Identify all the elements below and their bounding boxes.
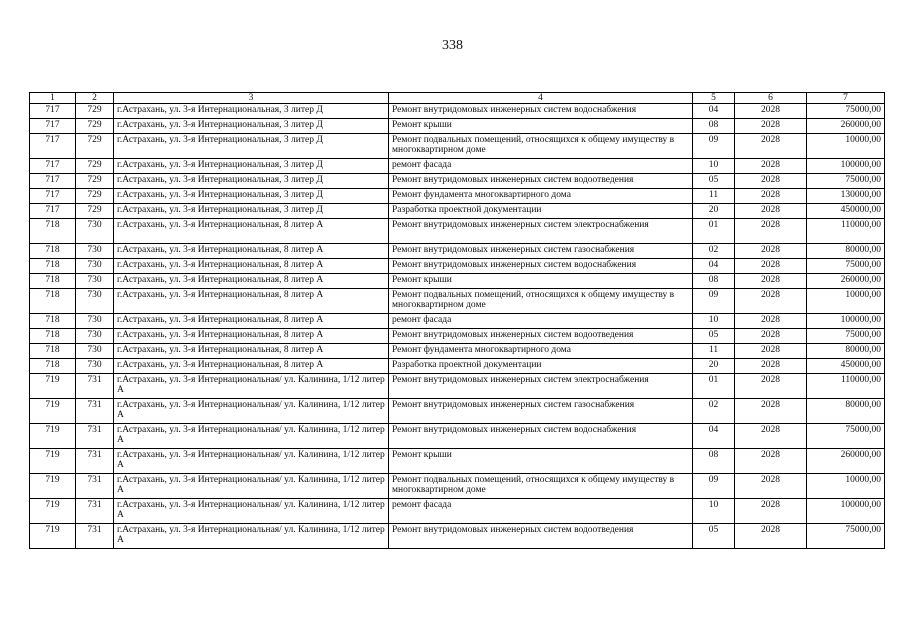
table-row	[30, 424, 885, 449]
address-cell: г.Астрахань, ул. 3-я Интернациональная/ ул. Калинина, 1/12 литер А	[114, 474, 389, 499]
object-number-cell: 731	[76, 474, 114, 499]
table-row	[30, 499, 885, 524]
address-cell: г.Астрахань, ул. 3-я Интернациональная, 8 литер А	[114, 314, 389, 329]
object-number-cell: 729	[76, 204, 114, 219]
work-code-cell: 04	[693, 424, 735, 449]
address-cell: г.Астрахань, ул. 3-я Интернациональная, 3 литер Д	[114, 134, 389, 159]
work-code-cell: 08	[693, 449, 735, 474]
table-row	[30, 174, 885, 189]
work-code-cell: 01	[693, 374, 735, 399]
address-cell: г.Астрахань, ул. 3-я Интернациональная, 8 литер А	[114, 289, 389, 314]
row-index-cell: 717	[30, 134, 76, 159]
object-number-cell: 730	[76, 314, 114, 329]
object-number-cell: 731	[76, 374, 114, 399]
work-code-cell: 09	[693, 134, 735, 159]
year-cell: 2028	[735, 119, 807, 134]
table-row	[30, 474, 885, 499]
work-type-cell: Ремонт внутридомовых инженерных систем водоснабжения	[389, 259, 693, 274]
address-cell: г.Астрахань, ул. 3-я Интернациональная/ ул. Калинина, 1/12 литер А	[114, 524, 389, 549]
cost-cell: 100000,00	[807, 159, 885, 174]
object-number-cell: 729	[76, 104, 114, 119]
work-code-cell: 11	[693, 344, 735, 359]
object-number-cell: 730	[76, 259, 114, 274]
row-index-cell: 719	[30, 424, 76, 449]
row-index-cell: 719	[30, 399, 76, 424]
cost-cell: 130000,00	[807, 189, 885, 204]
row-index-cell: 718	[30, 314, 76, 329]
column-number: 2	[76, 93, 114, 104]
object-number-cell: 729	[76, 189, 114, 204]
table-row	[30, 119, 885, 134]
row-index-cell: 718	[30, 289, 76, 314]
address-cell: г.Астрахань, ул. 3-я Интернациональная, 8 литер А	[114, 259, 389, 274]
address-cell: г.Астрахань, ул. 3-я Интернациональная, 3 литер Д	[114, 189, 389, 204]
cost-cell: 260000,00	[807, 274, 885, 289]
cost-cell: 110000,00	[807, 374, 885, 399]
work-code-cell: 10	[693, 159, 735, 174]
year-cell: 2028	[735, 219, 807, 244]
table-row	[30, 449, 885, 474]
work-code-cell: 02	[693, 244, 735, 259]
object-number-cell: 731	[76, 449, 114, 474]
row-index-cell: 718	[30, 259, 76, 274]
work-type-cell: Ремонт внутридомовых инженерных систем электроснабжения	[389, 374, 693, 399]
work-type-cell: Ремонт крыши	[389, 449, 693, 474]
work-code-cell: 11	[693, 189, 735, 204]
year-cell: 2028	[735, 374, 807, 399]
year-cell: 2028	[735, 244, 807, 259]
column-number: 4	[389, 93, 693, 104]
cost-cell: 75000,00	[807, 259, 885, 274]
cost-cell: 75000,00	[807, 174, 885, 189]
year-cell: 2028	[735, 289, 807, 314]
address-cell: г.Астрахань, ул. 3-я Интернациональная/ ул. Калинина, 1/12 литер А	[114, 374, 389, 399]
address-cell: г.Астрахань, ул. 3-я Интернациональная, 8 литер А	[114, 344, 389, 359]
work-type-cell: Ремонт фундамента многоквартирного дома	[389, 344, 693, 359]
work-type-cell: Ремонт внутридомовых инженерных систем газоснабжения	[389, 244, 693, 259]
column-number: 1	[30, 93, 76, 104]
object-number-cell: 730	[76, 359, 114, 374]
page-number: 338	[442, 38, 463, 53]
year-cell: 2028	[735, 499, 807, 524]
object-number-cell: 730	[76, 244, 114, 259]
work-type-cell: Ремонт крыши	[389, 274, 693, 289]
row-index-cell: 718	[30, 274, 76, 289]
object-number-cell: 730	[76, 219, 114, 244]
cost-cell: 100000,00	[807, 314, 885, 329]
table-row	[30, 189, 885, 204]
address-cell: г.Астрахань, ул. 3-я Интернациональная, 3 литер Д	[114, 174, 389, 189]
row-index-cell: 717	[30, 104, 76, 119]
row-index-cell: 717	[30, 189, 76, 204]
cost-cell: 10000,00	[807, 134, 885, 159]
column-number: 6	[735, 93, 807, 104]
work-code-cell: 08	[693, 274, 735, 289]
row-index-cell: 717	[30, 159, 76, 174]
row-index-cell: 719	[30, 449, 76, 474]
row-index-cell: 717	[30, 119, 76, 134]
column-number-row	[30, 93, 885, 104]
work-code-cell: 05	[693, 524, 735, 549]
work-type-cell: Ремонт подвальных помещений, относящихся к общему имуществу в многоквартирном доме	[389, 289, 693, 314]
row-index-cell: 719	[30, 524, 76, 549]
row-index-cell: 719	[30, 374, 76, 399]
column-number: 3	[114, 93, 389, 104]
row-index-cell: 719	[30, 474, 76, 499]
work-type-cell: Ремонт внутридомовых инженерных систем водоотведения	[389, 174, 693, 189]
year-cell: 2028	[735, 204, 807, 219]
row-index-cell: 718	[30, 344, 76, 359]
work-code-cell: 01	[693, 219, 735, 244]
cost-cell: 80000,00	[807, 399, 885, 424]
year-cell: 2028	[735, 159, 807, 174]
year-cell: 2028	[735, 344, 807, 359]
table-row	[30, 219, 885, 244]
year-cell: 2028	[735, 449, 807, 474]
work-type-cell: Ремонт подвальных помещений, относящихся к общему имуществу в многоквартирном доме	[389, 474, 693, 499]
row-index-cell: 719	[30, 499, 76, 524]
object-number-cell: 729	[76, 174, 114, 189]
row-index-cell: 718	[30, 219, 76, 244]
work-code-cell: 05	[693, 174, 735, 189]
object-number-cell: 729	[76, 134, 114, 159]
table-row	[30, 314, 885, 329]
year-cell: 2028	[735, 189, 807, 204]
table-row	[30, 274, 885, 289]
work-type-cell: Ремонт внутридомовых инженерных систем водоснабжения	[389, 424, 693, 449]
object-number-cell: 730	[76, 344, 114, 359]
year-cell: 2028	[735, 359, 807, 374]
cost-cell: 260000,00	[807, 449, 885, 474]
row-index-cell: 718	[30, 329, 76, 344]
cost-cell: 75000,00	[807, 104, 885, 119]
address-cell: г.Астрахань, ул. 3-я Интернациональная, 8 литер А	[114, 244, 389, 259]
address-cell: г.Астрахань, ул. 3-я Интернациональная, 8 литер А	[114, 359, 389, 374]
object-number-cell: 729	[76, 159, 114, 174]
cost-cell: 10000,00	[807, 289, 885, 314]
cost-cell: 450000,00	[807, 204, 885, 219]
table-row	[30, 259, 885, 274]
object-number-cell: 730	[76, 289, 114, 314]
address-cell: г.Астрахань, ул. 3-я Интернациональная, 8 литер А	[114, 274, 389, 289]
cost-cell: 75000,00	[807, 424, 885, 449]
table-row	[30, 289, 885, 314]
cost-cell: 80000,00	[807, 344, 885, 359]
cost-cell: 450000,00	[807, 359, 885, 374]
address-cell: г.Астрахань, ул. 3-я Интернациональная, 3 литер Д	[114, 204, 389, 219]
year-cell: 2028	[735, 314, 807, 329]
object-number-cell: 731	[76, 399, 114, 424]
table-row	[30, 159, 885, 174]
work-code-cell: 04	[693, 259, 735, 274]
object-number-cell: 729	[76, 119, 114, 134]
row-index-cell: 718	[30, 244, 76, 259]
object-number-cell: 730	[76, 329, 114, 344]
table-row	[30, 344, 885, 359]
year-cell: 2028	[735, 259, 807, 274]
table-row	[30, 244, 885, 259]
table-body	[30, 93, 885, 549]
year-cell: 2028	[735, 474, 807, 499]
year-cell: 2028	[735, 329, 807, 344]
address-cell: г.Астрахань, ул. 3-я Интернациональная/ ул. Калинина, 1/12 литер А	[114, 449, 389, 474]
work-type-cell: Ремонт крыши	[389, 119, 693, 134]
year-cell: 2028	[735, 174, 807, 189]
address-cell: г.Астрахань, ул. 3-я Интернациональная, 8 литер А	[114, 329, 389, 344]
table-row	[30, 359, 885, 374]
column-number: 5	[693, 93, 735, 104]
work-code-cell: 10	[693, 499, 735, 524]
work-type-cell: Разработка проектной документации	[389, 204, 693, 219]
work-type-cell: Ремонт внутридомовых инженерных систем водоснабжения	[389, 104, 693, 119]
work-code-cell: 20	[693, 359, 735, 374]
object-number-cell: 731	[76, 424, 114, 449]
year-cell: 2028	[735, 399, 807, 424]
object-number-cell: 730	[76, 274, 114, 289]
work-type-cell: ремонт фасада	[389, 159, 693, 174]
cost-cell: 75000,00	[807, 329, 885, 344]
table-row	[30, 104, 885, 119]
work-type-cell: Ремонт внутридомовых инженерных систем водоотведения	[389, 524, 693, 549]
address-cell: г.Астрахань, ул. 3-я Интернациональная/ ул. Калинина, 1/12 литер А	[114, 399, 389, 424]
object-number-cell: 731	[76, 524, 114, 549]
cost-cell: 110000,00	[807, 219, 885, 244]
row-index-cell: 717	[30, 204, 76, 219]
year-cell: 2028	[735, 104, 807, 119]
row-index-cell: 717	[30, 174, 76, 189]
work-code-cell: 02	[693, 399, 735, 424]
table-row	[30, 524, 885, 549]
work-code-cell: 09	[693, 474, 735, 499]
work-code-cell: 04	[693, 104, 735, 119]
column-number: 7	[807, 93, 885, 104]
work-type-cell: Разработка проектной документации	[389, 359, 693, 374]
work-code-cell: 20	[693, 204, 735, 219]
work-code-cell: 08	[693, 119, 735, 134]
year-cell: 2028	[735, 134, 807, 159]
work-code-cell: 10	[693, 314, 735, 329]
work-type-cell: Ремонт подвальных помещений, относящихся к общему имуществу в многоквартирном доме	[389, 134, 693, 159]
address-cell: г.Астрахань, ул. 3-я Интернациональная, 3 литер Д	[114, 159, 389, 174]
address-cell: г.Астрахань, ул. 3-я Интернациональная/ ул. Калинина, 1/12 литер А	[114, 424, 389, 449]
object-number-cell: 731	[76, 499, 114, 524]
row-index-cell: 718	[30, 359, 76, 374]
work-type-cell: Ремонт внутридомовых инженерных систем водоотведения	[389, 329, 693, 344]
address-cell: г.Астрахань, ул. 3-я Интернациональная, 8 литер А	[114, 219, 389, 244]
table-row	[30, 134, 885, 159]
work-type-cell: Ремонт внутридомовых инженерных систем электроснабжения	[389, 219, 693, 244]
work-type-cell: Ремонт фундамента многоквартирного дома	[389, 189, 693, 204]
table-row	[30, 204, 885, 219]
repair-schedule-table	[29, 92, 885, 549]
address-cell: г.Астрахань, ул. 3-я Интернациональная, 3 литер Д	[114, 104, 389, 119]
address-cell: г.Астрахань, ул. 3-я Интернациональная/ ул. Калинина, 1/12 литер А	[114, 499, 389, 524]
work-type-cell: ремонт фасада	[389, 499, 693, 524]
cost-cell: 260000,00	[807, 119, 885, 134]
table-row	[30, 399, 885, 424]
year-cell: 2028	[735, 274, 807, 289]
year-cell: 2028	[735, 524, 807, 549]
cost-cell: 10000,00	[807, 474, 885, 499]
cost-cell: 100000,00	[807, 499, 885, 524]
table-row	[30, 374, 885, 399]
address-cell: г.Астрахань, ул. 3-я Интернациональная, 3 литер Д	[114, 119, 389, 134]
cost-cell: 75000,00	[807, 524, 885, 549]
work-type-cell: ремонт фасада	[389, 314, 693, 329]
work-type-cell: Ремонт внутридомовых инженерных систем газоснабжения	[389, 399, 693, 424]
work-code-cell: 09	[693, 289, 735, 314]
table-row	[30, 329, 885, 344]
year-cell: 2028	[735, 424, 807, 449]
cost-cell: 80000,00	[807, 244, 885, 259]
work-code-cell: 05	[693, 329, 735, 344]
